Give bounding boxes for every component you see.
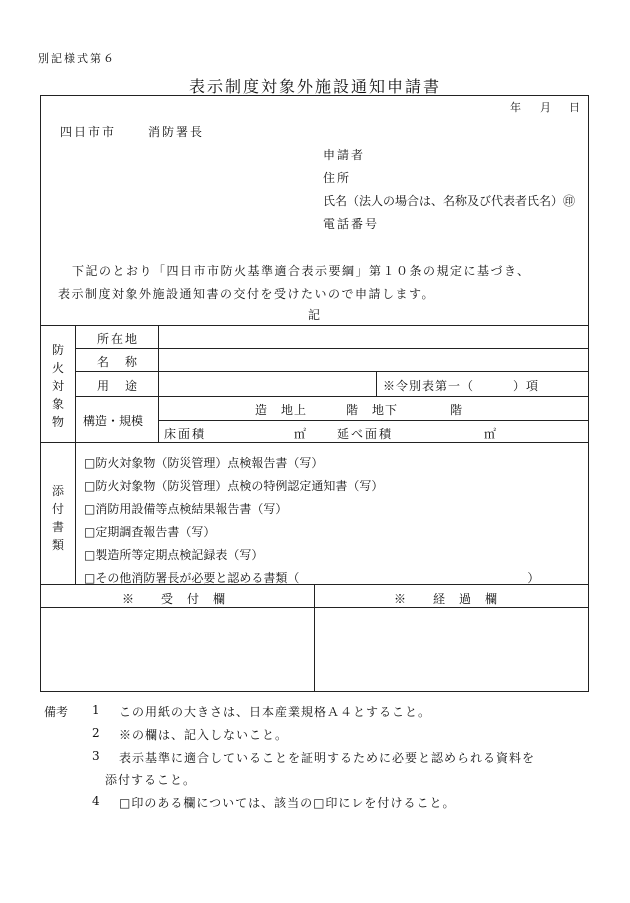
page-title: 表示制度対象外施設通知申請書 [188,77,441,96]
date-year: 年 [510,101,521,114]
note-number: 2 [92,726,100,740]
total-area-unit: ㎡ [484,427,497,441]
attachment-item[interactable]: □定期調査報告書（写） [84,525,216,539]
ki-label: 記 [308,308,321,322]
divider [75,325,76,442]
floor-area-unit: ㎡ [294,427,307,441]
progress-area [315,608,588,691]
applicant-label: 申請者 [323,148,366,162]
addressee-city: 四日市市 [60,125,117,139]
divider [75,442,76,584]
floors-row[interactable]: 造 地上 階 地下 階 [255,403,464,417]
reception-area [41,608,313,691]
divider [40,442,589,443]
notes-label: 備考 [44,705,69,719]
attachment-item[interactable]: □その他消防署長が必要と認める書類（ ） [84,571,540,585]
attachments-group-label: 添付書類 [51,484,64,552]
reception-header: ※ 受 付 欄 [122,592,227,606]
note-number: 4 [92,794,100,808]
divider [158,325,159,442]
floor-area-label: 床面積 [164,427,207,441]
structure-label: 構造・規模 [83,414,144,428]
use-label: 用 途 [97,379,140,393]
body-line-2: 表示制度対象外施設通知書の交付を受けたいので申請します。 [58,287,436,301]
date-month: 月 [540,101,551,114]
divider [75,371,589,372]
body-line-1: 下記のとおり「四日市市防火基準適合表示要綱」第１０条の規定に基づき、 [72,264,531,278]
attachment-item[interactable]: □防火対象物（防災管理）点検報告書（写） [84,456,324,470]
divider [75,396,589,397]
use-note: ※令別表第一（ ）項 [383,379,540,393]
attachment-item[interactable]: □製造所等定期点検記録表（写） [84,548,264,562]
addressee-officer: 消防署長 [148,125,205,139]
note-text: 表示基準に適合していることを証明するために必要と認められる資料を [119,751,536,765]
note-text: □印のある欄については、該当の□印にレを付けること。 [119,796,456,810]
attachment-item[interactable]: □防火対象物（防災管理）点検の特例認定通知書（写） [84,479,384,493]
applicant-address[interactable]: 住所 [323,171,352,185]
note-number: 1 [92,703,100,717]
note-number: 3 [92,749,100,763]
divider [75,348,589,349]
note-text: 添付すること。 [105,773,197,787]
total-area-label: 延べ面積 [337,427,394,441]
divider [376,371,377,396]
note-text: ※の欄は、記入しないこと。 [119,728,289,742]
form-number: 別記様式第６ [38,52,116,65]
date-day: 日 [569,101,580,114]
name-label: 名 称 [97,355,140,369]
divider [158,420,589,421]
note-text: この用紙の大きさは、日本産業規格Ａ４とすること。 [119,705,432,719]
target-group-label: 防火対象物 [51,343,64,429]
divider [40,325,589,326]
applicant-phone[interactable]: 電話番号 [323,217,380,231]
location-label: 所在地 [97,332,140,346]
applicant-name[interactable]: 氏名（法人の場合は、名称及び代表者氏名）㊞ [323,194,576,208]
progress-header: ※ 経 過 欄 [394,592,499,606]
attachment-item[interactable]: □消防用設備等点検結果報告書（写） [84,502,288,516]
